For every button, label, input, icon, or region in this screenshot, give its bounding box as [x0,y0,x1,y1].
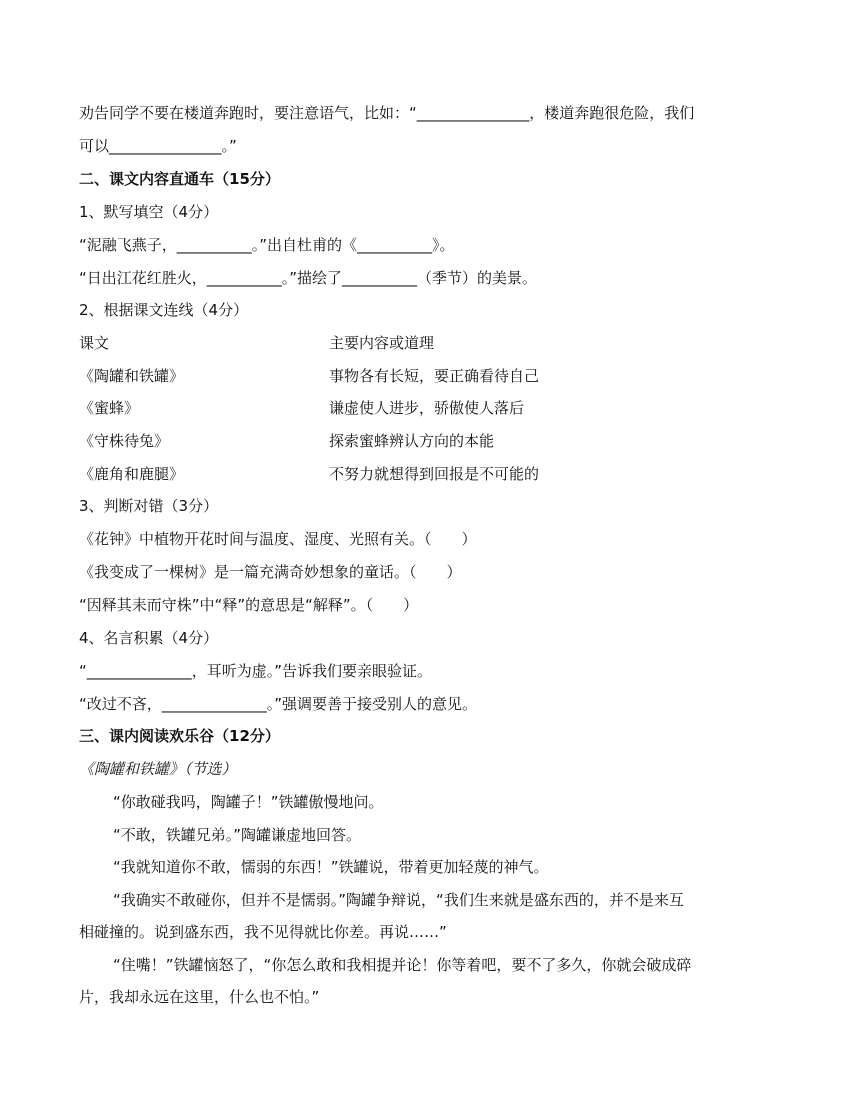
passage-paragraph-4-line-2: 相碰撞的。说到盛东西，我不见得就比你差。再说……” [79,923,447,941]
q1-line-1: “泥融飞燕子，__________。”出自杜甫的《__________》。 [79,236,455,254]
passage-paragraph-5-line-2: 片，我却永远在这里，什么也不怕。” [79,988,320,1006]
q3-title: 3、判断对错（3分） [79,497,219,515]
q3-line-3: “因释其耒而守株”中“释”的意思是“解释”。（ ） [79,596,419,614]
q2-left-item: 《守株待兔》 [79,432,170,450]
q2-right-item: 探索蜜蜂辨认方向的本能 [329,432,495,450]
intro-line-2: 可以_______________。” [79,137,237,155]
q4-line-1: “______________，耳听为虚。”告诉我们要亲眼验证。 [79,662,433,680]
q2-right-header: 主要内容或道理 [329,334,435,352]
q1-title: 1、默写填空（4分） [79,203,219,221]
passage-paragraph: “不敢，铁罐兄弟。”陶罐谦虚地回答。 [113,826,362,844]
q2-left-item: 《陶罐和铁罐》 [79,367,185,385]
q2-left-item: 《鹿角和鹿腿》 [79,465,185,483]
q2-right-item: 不努力就想得到回报是不可能的 [329,465,540,483]
q2-row [79,366,790,386]
q2-row [79,431,790,451]
intro-line-1: 劝告同学不要在楼道奔跑时，要注意语气，比如：“_______________，楼道奔跑很危险，我们 [79,104,695,122]
passage-paragraph-4-line-1: “我确实不敢碰你，但并不是懦弱。”陶罐争辩说，“我们生来就是盛东西的，并不是来互 [113,891,684,909]
passage-paragraph: “你敢碰我吗，陶罐子！”铁罐傲慢地问。 [113,793,384,811]
q4-line-2: “改过不吝，______________。”强调要善于接受别人的意见。 [79,695,478,713]
q2-left-header: 课文 [79,334,110,352]
q2-row [79,398,790,418]
q1-line-2: “日出江花红胜火，__________。”描绘了__________（季节）的美景。 [79,269,538,287]
passage-paragraph: “我就知道你不敢，懦弱的东西！”铁罐说，带着更加轻蔑的神气。 [113,858,549,876]
q2-title: 2、根据课文连线（4分） [79,301,249,319]
q2-row [79,464,790,484]
q3-line-2: 《我变成了一棵树》是一篇充满奇妙想象的童话。（ ） [79,563,462,581]
q2-header-row [79,333,790,353]
q2-right-item: 事物各有长短，要正确看待自己 [329,367,540,385]
q2-left-item: 《蜜蜂》 [79,399,140,417]
q2-right-item: 谦虚使人进步，骄傲使人落后 [329,399,525,417]
section-3-heading: 三、课内阅读欢乐谷（12分） [79,727,280,745]
q3-line-1: 《花钟》中植物开花时间与温度、湿度、光照有关。（ ） [79,530,477,548]
passage-paragraph-5-line-1: “住嘴！”铁罐恼怒了，“你怎么敢和我相提并论！你等着吧，要不了多久，你就会破成碎 [113,956,692,974]
section-2-heading: 二、课文内容直通车（15分） [79,170,280,188]
q4-title: 4、名言积累（4分） [79,629,219,647]
passage-title: 《陶罐和铁罐》（节选） [79,760,237,778]
